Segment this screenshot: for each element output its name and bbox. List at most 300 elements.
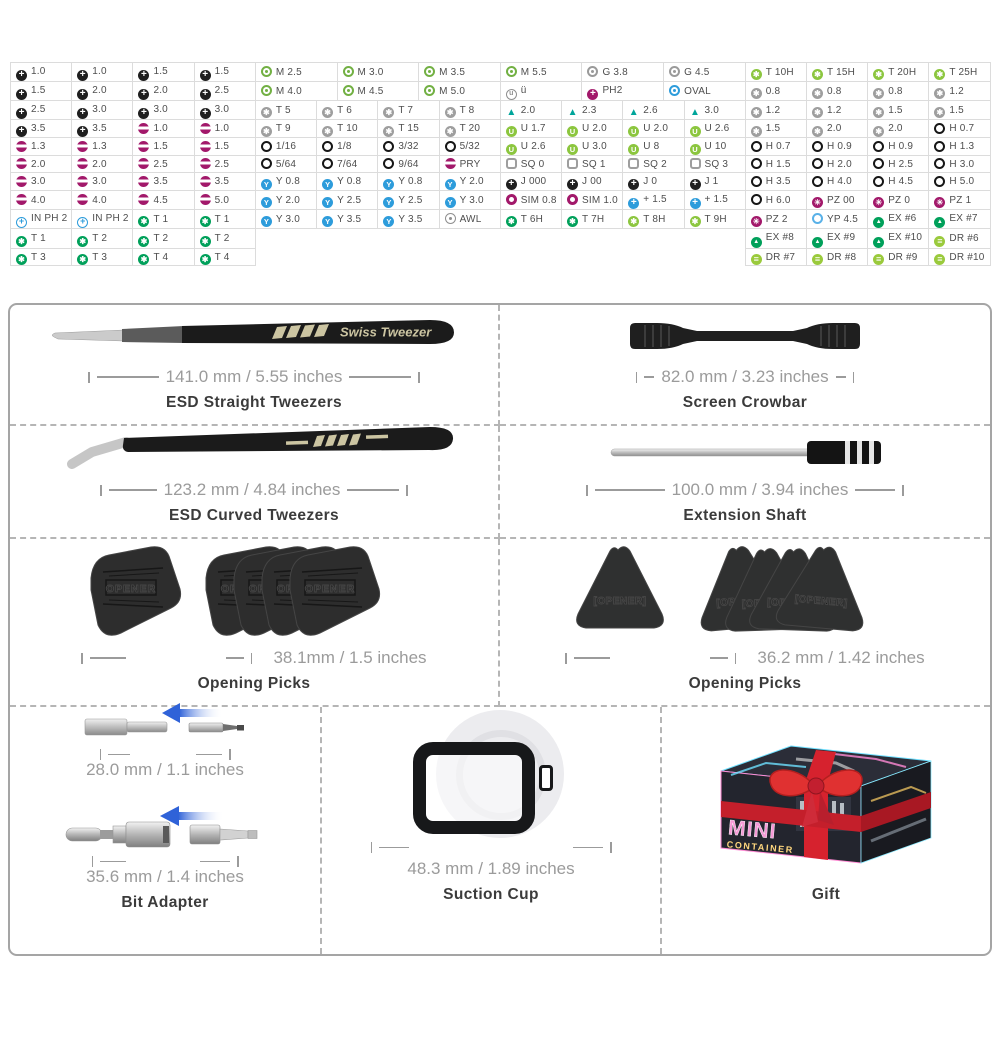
bit-cell (806, 155, 867, 172)
hexk-icon (751, 158, 762, 169)
bit-cell (133, 191, 194, 210)
gift-box-image (662, 701, 990, 879)
bit-label: G 3.8 (602, 66, 628, 78)
bit-cell (929, 172, 990, 191)
bit-cell (806, 101, 867, 120)
curved-tweezers-image (10, 418, 498, 480)
bit-label: OVAL (684, 85, 711, 97)
bit-cell (72, 229, 133, 249)
bit-label: T 8H (643, 213, 666, 225)
bit-label: M 5.0 (439, 85, 466, 97)
bit-cell (582, 63, 664, 82)
bit-label: 2.5 (31, 104, 46, 115)
bit-label: H 0.9 (826, 141, 852, 153)
bit-label: T 15 (398, 123, 419, 134)
suction-cup-image (322, 707, 660, 842)
bit-cell (72, 63, 133, 82)
bit-label: M 4.5 (357, 85, 384, 97)
hexk-icon (812, 176, 823, 187)
opening-picks-triangle-image (500, 539, 990, 648)
bit-cell (378, 138, 439, 156)
bit-label: 2.0 (520, 104, 536, 116)
slm-icon (16, 176, 27, 187)
slm-icon (77, 141, 88, 152)
txgy-icon (873, 126, 884, 137)
dim-text: 100.0 mm / 3.94 inches (671, 480, 849, 499)
ybl-icon (383, 179, 394, 190)
bit-cell (500, 155, 561, 172)
bit-cell (745, 101, 806, 120)
gift-box-subtitle-text: CONTAINER (726, 839, 795, 856)
txgy-icon (934, 107, 945, 118)
hexk-icon (751, 194, 762, 205)
slm-icon (138, 123, 149, 134)
phk-icon (16, 70, 27, 81)
drli-icon (751, 254, 762, 265)
slm-icon (138, 176, 149, 187)
slm-icon (138, 141, 149, 152)
sqgy-icon (690, 158, 701, 169)
hexk-icon (322, 158, 333, 169)
bit-label: 3.0 (92, 104, 107, 115)
bit-cell (133, 229, 194, 249)
exgr-icon (751, 237, 762, 248)
bit-cell (378, 209, 439, 229)
txgy-icon (322, 126, 333, 137)
bit-label: 2.0 (31, 158, 46, 170)
dim-text: 82.0 mm / 3.23 inches (661, 367, 829, 386)
dim-text-bit-adapter-small: 28.0 mm / 1.1 inches (86, 760, 244, 779)
ringg-icon (506, 66, 517, 77)
bit-cell (72, 119, 133, 138)
bit-label: T 2 (153, 233, 169, 244)
bit-label: 1.3 (92, 141, 107, 153)
bit-cell (439, 155, 500, 172)
title-opening-picks-triangle: Opening Picks (688, 675, 802, 692)
bit-cell (194, 155, 255, 172)
bit-cell (664, 81, 746, 101)
phk-icon (200, 108, 211, 119)
ybl-icon (322, 179, 333, 190)
bit-label: 3.5 (153, 176, 168, 188)
ybl-icon (261, 179, 272, 190)
bit-label: 5/64 (275, 158, 297, 170)
bit-label: H 3.5 (765, 176, 791, 188)
bit-cell (255, 191, 316, 210)
dimension-suction-cup (371, 842, 612, 853)
bit-cell (11, 63, 72, 82)
bit-label: U 10 (704, 141, 727, 152)
bit-label: M 3.5 (439, 66, 466, 78)
txgr-icon (77, 254, 88, 265)
bit-label: SQ 3 (704, 158, 729, 170)
bit-label: 1.3 (31, 141, 46, 153)
bit-label: T 3 (31, 251, 46, 263)
bit-cell (194, 229, 255, 249)
title-gift: Gift (811, 886, 841, 903)
bit-cell (623, 191, 684, 210)
bit-label: Y 0.8 (337, 176, 362, 187)
bit-cell (133, 81, 194, 101)
slm-icon (16, 194, 27, 205)
gift-box-svg (676, 701, 976, 879)
bit-label: DR #6 (949, 233, 979, 244)
bit-cell (868, 81, 929, 101)
bit-label: 3.0 (704, 104, 720, 116)
slm-icon (445, 158, 456, 169)
bit-cell (868, 63, 929, 82)
bit-cell (419, 63, 501, 82)
trit-icon (567, 107, 578, 118)
drli-icon (934, 236, 945, 247)
hexk-icon (261, 141, 272, 152)
bit-cell (419, 81, 501, 101)
bit-label: H 1.3 (949, 141, 975, 153)
slm-icon (138, 158, 149, 169)
bit-label: PZ 1 (949, 194, 972, 206)
bit-cell (929, 101, 990, 120)
bit-label: 0.8 (888, 85, 903, 97)
bit-adapter-small-image (10, 701, 320, 747)
hexk-icon (261, 158, 272, 169)
slm-icon (16, 141, 27, 152)
bit-cell (623, 172, 684, 191)
ugr-icon (567, 144, 578, 155)
dim-text-bit-adapter-large: 35.6 mm / 1.4 inches (86, 867, 244, 886)
bit-label: T 20 (459, 123, 481, 134)
hexk-icon (751, 141, 762, 152)
bit-cell (868, 101, 929, 120)
bit-label: T 1 (214, 213, 230, 225)
title-opening-picks-pentagon: Opening Picks (197, 675, 311, 692)
bit-label: 9/64 (398, 158, 419, 170)
bit-cell (317, 101, 378, 120)
bit-label: T 7 (398, 104, 414, 116)
drli-icon (934, 254, 945, 265)
txgy-icon (383, 126, 394, 137)
bit-label: T 1 (153, 213, 169, 225)
phk-icon (138, 108, 149, 119)
ugr-icon (690, 144, 701, 155)
bit-cell (684, 209, 745, 229)
pzm-icon (812, 197, 823, 208)
bit-label: 2.0 (92, 158, 107, 170)
bit-label: T 9H (704, 213, 727, 225)
bit-cell (684, 191, 745, 210)
bit-label: T 4 (214, 251, 230, 263)
bit-cell (194, 191, 255, 210)
txgy-icon (934, 88, 945, 99)
bit-label: 1.0 (153, 123, 168, 135)
opening-picks-triangle-svg (570, 542, 920, 646)
txgy-icon (812, 107, 823, 118)
phk-icon (628, 179, 639, 190)
bit-cell (317, 119, 378, 138)
bit-label: J 00 (582, 175, 602, 187)
ringg-icon (261, 85, 272, 96)
bit-cell (500, 101, 561, 120)
bit-cell (72, 138, 133, 156)
txlime-icon (751, 69, 762, 80)
bit-cell (11, 248, 72, 266)
bit-label: H 0.7 (765, 141, 791, 153)
slm-icon (77, 194, 88, 205)
bit-cell (378, 155, 439, 172)
bit-cell (806, 81, 867, 101)
bit-cell (562, 119, 623, 138)
bit-label: 1.2 (765, 104, 781, 116)
hexk-icon (751, 176, 762, 187)
phk-icon (77, 126, 88, 137)
ugr-icon (506, 126, 517, 137)
ybl-icon (383, 197, 394, 208)
txgr-icon (138, 254, 149, 265)
txgy-icon (751, 107, 762, 118)
bit-label: 2.6 (643, 104, 658, 116)
hexk-icon (812, 141, 823, 152)
bit-label: 1/16 (275, 141, 297, 153)
bit-cell (194, 101, 255, 120)
bit-label: T 6 (337, 104, 352, 116)
bit-cell (745, 229, 806, 249)
bit-cell (745, 155, 806, 172)
txgy-icon (751, 88, 762, 99)
txgy-icon (812, 88, 823, 99)
bit-cell (929, 119, 990, 138)
bit-label: Y 3.0 (459, 194, 484, 206)
dim-text: 123.2 mm / 4.84 inches (163, 480, 341, 499)
phk-icon (77, 89, 88, 100)
bit-label: 4.5 (153, 194, 168, 206)
txlime-icon (628, 216, 639, 227)
bit-label: U 2.0 (582, 123, 607, 134)
bit-cell-empty (255, 229, 745, 249)
bit-label: G 4.5 (684, 66, 710, 78)
bit-label: 1/8 (337, 141, 352, 153)
bit-cell (623, 209, 684, 229)
bit-label: T 10 (337, 123, 358, 134)
bit-cell (562, 138, 623, 156)
exgr-icon (812, 237, 823, 248)
bit-cell (623, 155, 684, 172)
bit-label: T 8 (459, 104, 475, 116)
txgr-icon (567, 216, 578, 227)
sqgy-icon (567, 158, 578, 169)
bit-label: T 9 (275, 123, 291, 134)
bit-label: J 1 (704, 175, 719, 187)
slm-icon (200, 194, 211, 205)
bit-cell (194, 81, 255, 101)
phk-icon (16, 89, 27, 100)
bit-cell (562, 172, 623, 191)
bit-label: M 4.0 (275, 85, 302, 97)
bit-cell (72, 172, 133, 191)
dimension-straight-tweezers (88, 367, 420, 387)
bit-label: EX #9 (826, 232, 856, 243)
bit-cell (929, 138, 990, 156)
bit-cell (500, 63, 582, 82)
bit-cell (11, 191, 72, 210)
bit-cell (868, 191, 929, 210)
txgr-icon (138, 216, 149, 227)
panel-bit-adapter (10, 707, 322, 954)
bit-label: 1.5 (153, 66, 168, 77)
bit-label: H 5.0 (949, 176, 975, 188)
pick-embossed-text: OPENER (105, 582, 157, 595)
bit-cell (500, 172, 561, 191)
bit-label: Y 2.5 (337, 194, 362, 206)
bit-label: U 2.0 (643, 123, 669, 134)
bit-cell (11, 209, 72, 229)
pzm-icon (873, 197, 884, 208)
txgy-icon (751, 126, 762, 137)
bit-cell (317, 155, 378, 172)
hexk-icon (934, 123, 945, 134)
txgy-icon (812, 126, 823, 137)
screen-crowbar-svg (625, 313, 865, 359)
bit-label: SQ 0 (520, 158, 545, 170)
bit-label: PZ 2 (765, 213, 788, 225)
bit-label: U 8 (643, 141, 660, 152)
bit-cell (929, 248, 990, 266)
bit-label: DR #10 (949, 251, 985, 263)
bit-cell (745, 63, 806, 82)
bit-label: + 1.5 (643, 194, 667, 205)
bit-cell (929, 209, 990, 229)
bit-cell (11, 155, 72, 172)
ugr-icon (628, 126, 639, 137)
bit-cell (72, 191, 133, 210)
bit-label: U 2.6 (704, 123, 730, 134)
txgr-icon (200, 254, 211, 265)
slm-icon (200, 141, 211, 152)
bit-cell (11, 119, 72, 138)
bit-cell (868, 209, 929, 229)
bit-label: T 20H (888, 66, 917, 78)
bit-label: H 1.5 (765, 158, 791, 170)
ugy-icon (506, 89, 517, 100)
bit-cell (806, 191, 867, 210)
bit-label: EX #8 (765, 232, 794, 243)
hexk-icon (934, 141, 945, 152)
bit-cell (500, 81, 582, 101)
txgy-icon (445, 107, 456, 118)
panel-screen-crowbar (500, 305, 990, 426)
product-spec-sheet (0, 62, 1000, 956)
bit-label: Y 3.5 (337, 213, 362, 225)
title-extension-shaft: Extension Shaft (683, 507, 807, 524)
bit-label: J 0 (643, 175, 658, 187)
bit-cell (664, 63, 746, 82)
bit-label: Y 3.5 (398, 213, 423, 225)
bit-label: T 10H (765, 66, 794, 78)
bit-cell (745, 119, 806, 138)
suction-cup-latch (539, 765, 553, 791)
bit-label: 1.0 (92, 66, 107, 77)
bit-label: H 3.0 (949, 158, 975, 170)
ybl-icon (383, 216, 394, 227)
bit-label: U 2.6 (520, 141, 546, 152)
bit-label: 3.5 (31, 122, 46, 134)
bit-cell (439, 191, 500, 210)
phm-icon (587, 89, 598, 100)
bit-cell (745, 81, 806, 101)
txlime-icon (690, 216, 701, 227)
bit-label: 2.0 (153, 85, 168, 96)
bit-label: 3.0 (92, 176, 107, 188)
ugr-icon (628, 144, 639, 155)
exgr-icon (873, 237, 884, 248)
bit-cell (255, 101, 316, 120)
bit-label: PZ 00 (826, 194, 855, 206)
bit-label: PRY (459, 158, 481, 170)
trit-icon (506, 107, 517, 118)
txgr-icon (200, 216, 211, 227)
bit-cell (562, 209, 623, 229)
bit-cell (806, 172, 867, 191)
bit-cell (255, 172, 316, 191)
bit-label: 1.2 (826, 104, 842, 116)
bit-label: 1.5 (888, 104, 903, 116)
bit-cell (684, 172, 745, 191)
bit-adapter-large-image (10, 802, 320, 854)
bit-cell (684, 155, 745, 172)
bit-cell (317, 209, 378, 229)
bit-label: 1.5 (765, 123, 781, 134)
title-suction-cup: Suction Cup (443, 886, 539, 903)
phk-icon (77, 70, 88, 81)
bit-cell (194, 63, 255, 82)
txgr-icon (138, 236, 149, 247)
bit-label: Y 3.0 (275, 213, 301, 225)
ringg-icon (424, 85, 435, 96)
bit-cell (562, 155, 623, 172)
ringbl-icon (669, 85, 680, 96)
title-bit-adapter: Bit Adapter (121, 894, 209, 911)
bit-cell (194, 209, 255, 229)
slm-icon (77, 158, 88, 169)
bit-label: H 2.5 (888, 158, 914, 170)
txgr-icon (77, 236, 88, 247)
bit-cell (439, 101, 500, 120)
phk-icon (138, 89, 149, 100)
pzm-icon (751, 216, 762, 227)
dimension-bit-adapter-small (100, 749, 231, 760)
txlime-icon (812, 69, 823, 80)
bit-label: J 000 (520, 175, 547, 187)
bit-label: T 3 (92, 251, 108, 263)
bit-cell (378, 101, 439, 120)
bit-cell (439, 138, 500, 156)
dimension-curved-tweezers (100, 480, 408, 500)
bit-label: SIM 1.0 (582, 194, 618, 206)
bit-cell (500, 209, 561, 229)
bit-label: Y 2.0 (275, 194, 301, 206)
bit-label: 5/32 (459, 141, 480, 153)
slm-icon (138, 194, 149, 205)
bit-label: U 3.0 (582, 141, 607, 152)
bit-label: M 5.5 (520, 66, 547, 78)
bit-cell (745, 209, 806, 229)
bit-label: 0.8 (826, 85, 842, 97)
bit-cell (500, 191, 561, 210)
txlime-icon (873, 69, 884, 80)
bit-cell (623, 101, 684, 120)
dotm-icon (567, 194, 578, 205)
bit-label: 3.5 (92, 122, 107, 134)
bit-label: PZ 0 (888, 194, 911, 206)
txgy-icon (383, 107, 394, 118)
